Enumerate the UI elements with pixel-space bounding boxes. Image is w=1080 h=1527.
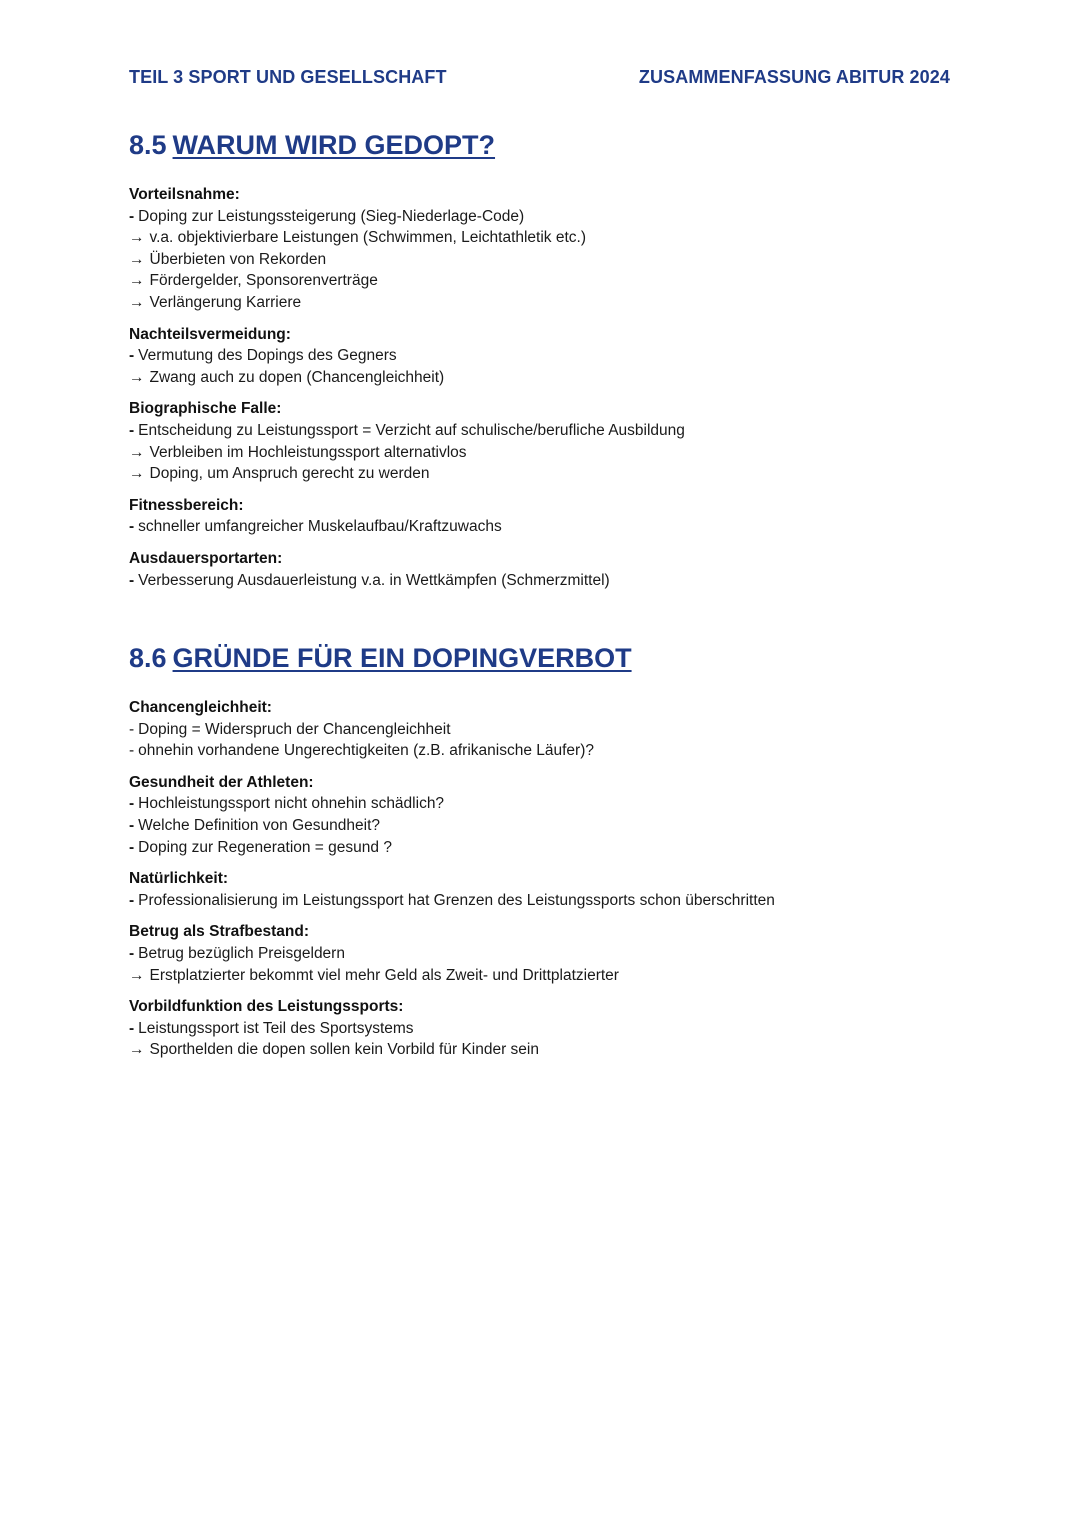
list-item-text: Zwang auch zu dopen (Chancengleichheit) xyxy=(149,368,445,386)
list-item xyxy=(129,420,949,442)
arrow-icon: → xyxy=(129,272,145,290)
dash-marker: - xyxy=(129,518,135,536)
section-title xyxy=(129,641,949,675)
arrow-icon: → xyxy=(129,293,145,311)
list-item-text: Doping zur Regeneration = gesund ? xyxy=(138,838,392,856)
dash-marker: - xyxy=(129,795,135,813)
list-item xyxy=(129,249,949,271)
dash-marker: - xyxy=(129,944,135,962)
group-heading: Ausdauersportarten: xyxy=(129,549,283,567)
list-item-text: Verbesserung Ausdauerleistung v.a. in Wettkämpfen (Schmerzmittel) xyxy=(138,571,610,589)
arrow-icon: → xyxy=(129,229,145,247)
group-gesundheit xyxy=(129,772,949,858)
group-vorbildfunktion xyxy=(129,996,949,1061)
dash-marker: - xyxy=(129,571,135,589)
group-heading: Gesundheit der Athleten: xyxy=(129,773,314,791)
group-heading: Nachteilsvermeidung: xyxy=(129,325,291,343)
list-item xyxy=(129,943,949,965)
group-chancengleichheit xyxy=(129,697,949,762)
list-item xyxy=(129,516,949,538)
group-natuerlichkeit xyxy=(129,868,949,911)
list-item xyxy=(129,837,949,859)
group-heading: Biographische Falle: xyxy=(129,400,282,418)
list-item-text: Sporthelden die dopen sollen kein Vorbild für Kinder sein xyxy=(149,1041,539,1059)
dash-marker: - xyxy=(129,838,135,856)
list-item xyxy=(129,206,949,228)
list-item xyxy=(129,740,949,762)
list-item-text: Verlängerung Karriere xyxy=(149,293,302,311)
arrow-icon: → xyxy=(129,966,145,984)
list-item-text: ohnehin vorhandene Ungerechtigkeiten (z.B. afrikanische Läufer)? xyxy=(138,742,594,760)
arrow-icon: → xyxy=(129,465,145,483)
list-item-text: Überbieten von Rekorden xyxy=(149,250,327,268)
list-item xyxy=(129,367,949,389)
group-heading: Natürlichkeit: xyxy=(129,870,229,888)
group-heading: Vorteilsnahme: xyxy=(129,186,240,203)
section-gruende-dopingverbot xyxy=(129,641,949,1061)
list-item xyxy=(129,1039,949,1061)
group-heading: Betrug als Strafbestand: xyxy=(129,923,310,941)
arrow-icon: → xyxy=(129,443,145,461)
list-item xyxy=(129,570,949,592)
dash-marker: - xyxy=(129,421,135,439)
list-item xyxy=(129,719,949,741)
group-nachteilsvermeidung xyxy=(129,324,949,389)
page-header xyxy=(129,64,950,90)
section-title-text: WARUM WIRD GEDOPT? xyxy=(172,130,496,160)
list-item-text: Doping zur Leistungssteigerung (Sieg-Niederlage-Code) xyxy=(138,207,525,225)
dash-marker: - xyxy=(129,891,135,909)
dash-marker: - xyxy=(129,816,135,834)
section-title-text: GRÜNDE FÜR EIN DOPINGVERBOT xyxy=(172,643,632,673)
section-warum-wird-gedopt xyxy=(129,128,949,591)
list-item-text: Fördergelder, Sponsorenverträge xyxy=(149,272,378,290)
list-item-text: Welche Definition von Gesundheit? xyxy=(138,816,381,834)
list-item xyxy=(129,292,949,314)
list-item xyxy=(129,1018,949,1040)
list-item xyxy=(129,965,949,987)
dash-marker: - xyxy=(129,207,135,225)
section-title xyxy=(129,128,949,162)
dash-marker: - xyxy=(129,347,135,365)
list-item xyxy=(129,815,949,837)
list-item xyxy=(129,227,949,249)
list-item xyxy=(129,270,949,292)
dash-marker: - xyxy=(129,1019,135,1037)
dash-marker: - xyxy=(129,742,135,760)
list-item xyxy=(129,442,949,464)
list-item-text: Erstplatzierter bekommt viel mehr Geld als Zweit- und Drittplatzierter xyxy=(149,966,619,984)
group-heading: Vorbildfunktion des Leistungssports: xyxy=(129,998,404,1016)
header-right: ZUSAMMENFASSUNG ABITUR 2024 xyxy=(638,66,950,87)
list-item-text: Doping, um Anspruch gerecht zu werden xyxy=(149,465,430,483)
group-biographische-falle xyxy=(129,398,949,484)
list-item-text: Professionalisierung im Leistungssport hat Grenzen des Leistungssports schon überschritten xyxy=(138,891,775,909)
section-number: 8.5 xyxy=(129,130,167,160)
list-item-text: v.a. objektivierbare Leistungen (Schwimmen, Leichtathletik etc.) xyxy=(149,229,587,247)
group-betrug xyxy=(129,921,949,986)
arrow-icon: → xyxy=(129,368,145,386)
list-item xyxy=(129,345,949,367)
list-item-text: Hochleistungssport nicht ohnehin schädlich? xyxy=(138,795,445,813)
group-fitnessbereich xyxy=(129,495,949,538)
dash-marker: - xyxy=(129,720,135,738)
list-item-text: Vermutung des Dopings des Gegners xyxy=(138,347,397,365)
section-number: 8.6 xyxy=(129,643,167,673)
list-item xyxy=(129,793,949,815)
list-item-text: Verbleiben im Hochleistungssport alternativlos xyxy=(149,443,467,461)
list-item-text: Entscheidung zu Leistungssport = Verzicht auf schulische/berufliche Ausbildung xyxy=(138,421,685,439)
list-item-text: Betrug bezüglich Preisgeldern xyxy=(138,944,345,962)
list-item-text: Leistungssport ist Teil des Sportsystems xyxy=(138,1019,414,1037)
group-vorteilsnahme xyxy=(129,184,949,314)
header-left: TEIL 3 SPORT UND GESELLSCHAFT xyxy=(129,66,447,87)
list-item-text: Doping = Widerspruch der Chancengleichheit xyxy=(138,720,451,738)
arrow-icon: → xyxy=(129,1041,145,1059)
group-heading: Chancengleichheit: xyxy=(129,699,272,716)
group-ausdauersportarten xyxy=(129,548,949,591)
list-item xyxy=(129,463,949,485)
group-heading: Fitnessbereich: xyxy=(129,496,244,514)
arrow-icon: → xyxy=(129,250,145,268)
list-item-text: schneller umfangreicher Muskelaufbau/Kraftzuwachs xyxy=(138,518,502,536)
list-item xyxy=(129,890,949,912)
